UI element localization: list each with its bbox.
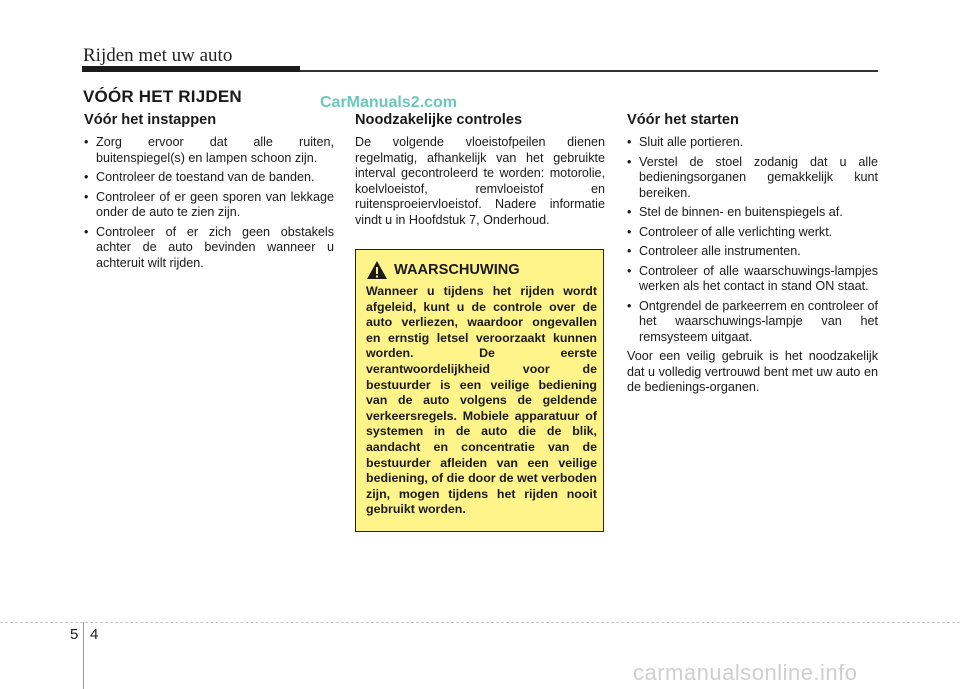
warning-triangle-icon <box>366 260 388 280</box>
col2-heading: Noodzakelijke controles <box>355 112 523 128</box>
list-item: • Controleer alle instrumenten. <box>627 244 878 260</box>
list-item: • Controleer of alle waarschuwings-lampjes werken als het contact in stand ON staat. <box>627 264 878 295</box>
list-item: • Controleer of er zich geen obstakels achter de auto bevinden wanneer u achteruit wilt rijden. <box>84 225 334 272</box>
col3-closing-text: Voor een veilig gebruik is het noodzakelijk dat u volledig vertrouwd bent met uw auto en de bedienings-organen. <box>627 349 878 394</box>
warning-header <box>366 260 597 280</box>
warning-title: WAARSCHUWING <box>394 262 520 278</box>
warning-box <box>355 249 604 532</box>
list-item: • Controleer of er geen sporen van lekkage onder de auto te zien zijn. <box>84 190 334 221</box>
chapter-number: 5 <box>70 626 79 643</box>
warning-text: Wanneer u tijdens het rijden wordt afgeleid, kunt u de controle over de auto verliezen, waardoor ongevallen en ernstig letsel veroorzaakt kunnen worden. De eerste verantwoordelijkheid voor de bestuurder is een veilige bediening van de auto volgens de geldende verkeersregels. Mobiele apparatuur of systemen in de auto die de blik, aandacht en concentratie van de bestuurder afleiden van een veilige bediening, of die door de wet verboden zijn, mogen tijdens het rijden nooit gebruikt worden. <box>366 284 597 517</box>
footer-divider <box>0 622 960 623</box>
list-item: • Zorg ervoor dat alle ruiten, buitenspiegel(s) en lampen schoon zijn. <box>84 135 334 166</box>
column-required-checks <box>355 112 605 228</box>
col1-list <box>84 135 334 271</box>
col1-heading: Vóór het instappen <box>84 112 217 128</box>
header-rule-thick <box>82 66 300 72</box>
col3-list <box>627 135 878 345</box>
list-item: • Verstel de stoel zodanig dat u alle bedieningsorganen gemakkelijk kunt bereiken. <box>627 155 878 202</box>
list-item: • Ontgrendel de parkeerrem en controleer of het waarschuwings-lampje van het remsysteem uitgaat. <box>627 299 878 346</box>
list-item: • Stel de binnen- en buitenspiegels af. <box>627 205 878 221</box>
list-item: • Sluit alle portieren. <box>627 135 878 151</box>
page-number-divider <box>83 622 84 689</box>
col3-heading: Vóór het starten <box>627 112 739 128</box>
page-number: 4 <box>90 626 99 643</box>
list-item: • Controleer de toestand van de banden. <box>84 170 334 186</box>
section-title: VÓÓR HET RIJDEN <box>83 87 242 106</box>
footer-watermark[interactable]: carmanualsonline.info <box>633 660 858 685</box>
watermark-logo[interactable]: CarManuals2.com <box>320 94 457 111</box>
header-title: Rijden met uw auto <box>83 45 233 66</box>
list-item: • Controleer of alle verlichting werkt. <box>627 225 878 241</box>
column-before-starting <box>627 112 878 396</box>
col2-text: De volgende vloeistofpeilen dienen regelmatig, afhankelijk van het gebruikte interval gecontroleerd te worden: motorolie, koelvloeistof, remvloeistof en ruitensproeiervloeistof. Nadere informatie vindt u in Hoofdstuk 7, Onderhoud. <box>355 135 605 227</box>
header-rule-thin <box>300 70 878 72</box>
column-before-entering <box>84 112 334 275</box>
